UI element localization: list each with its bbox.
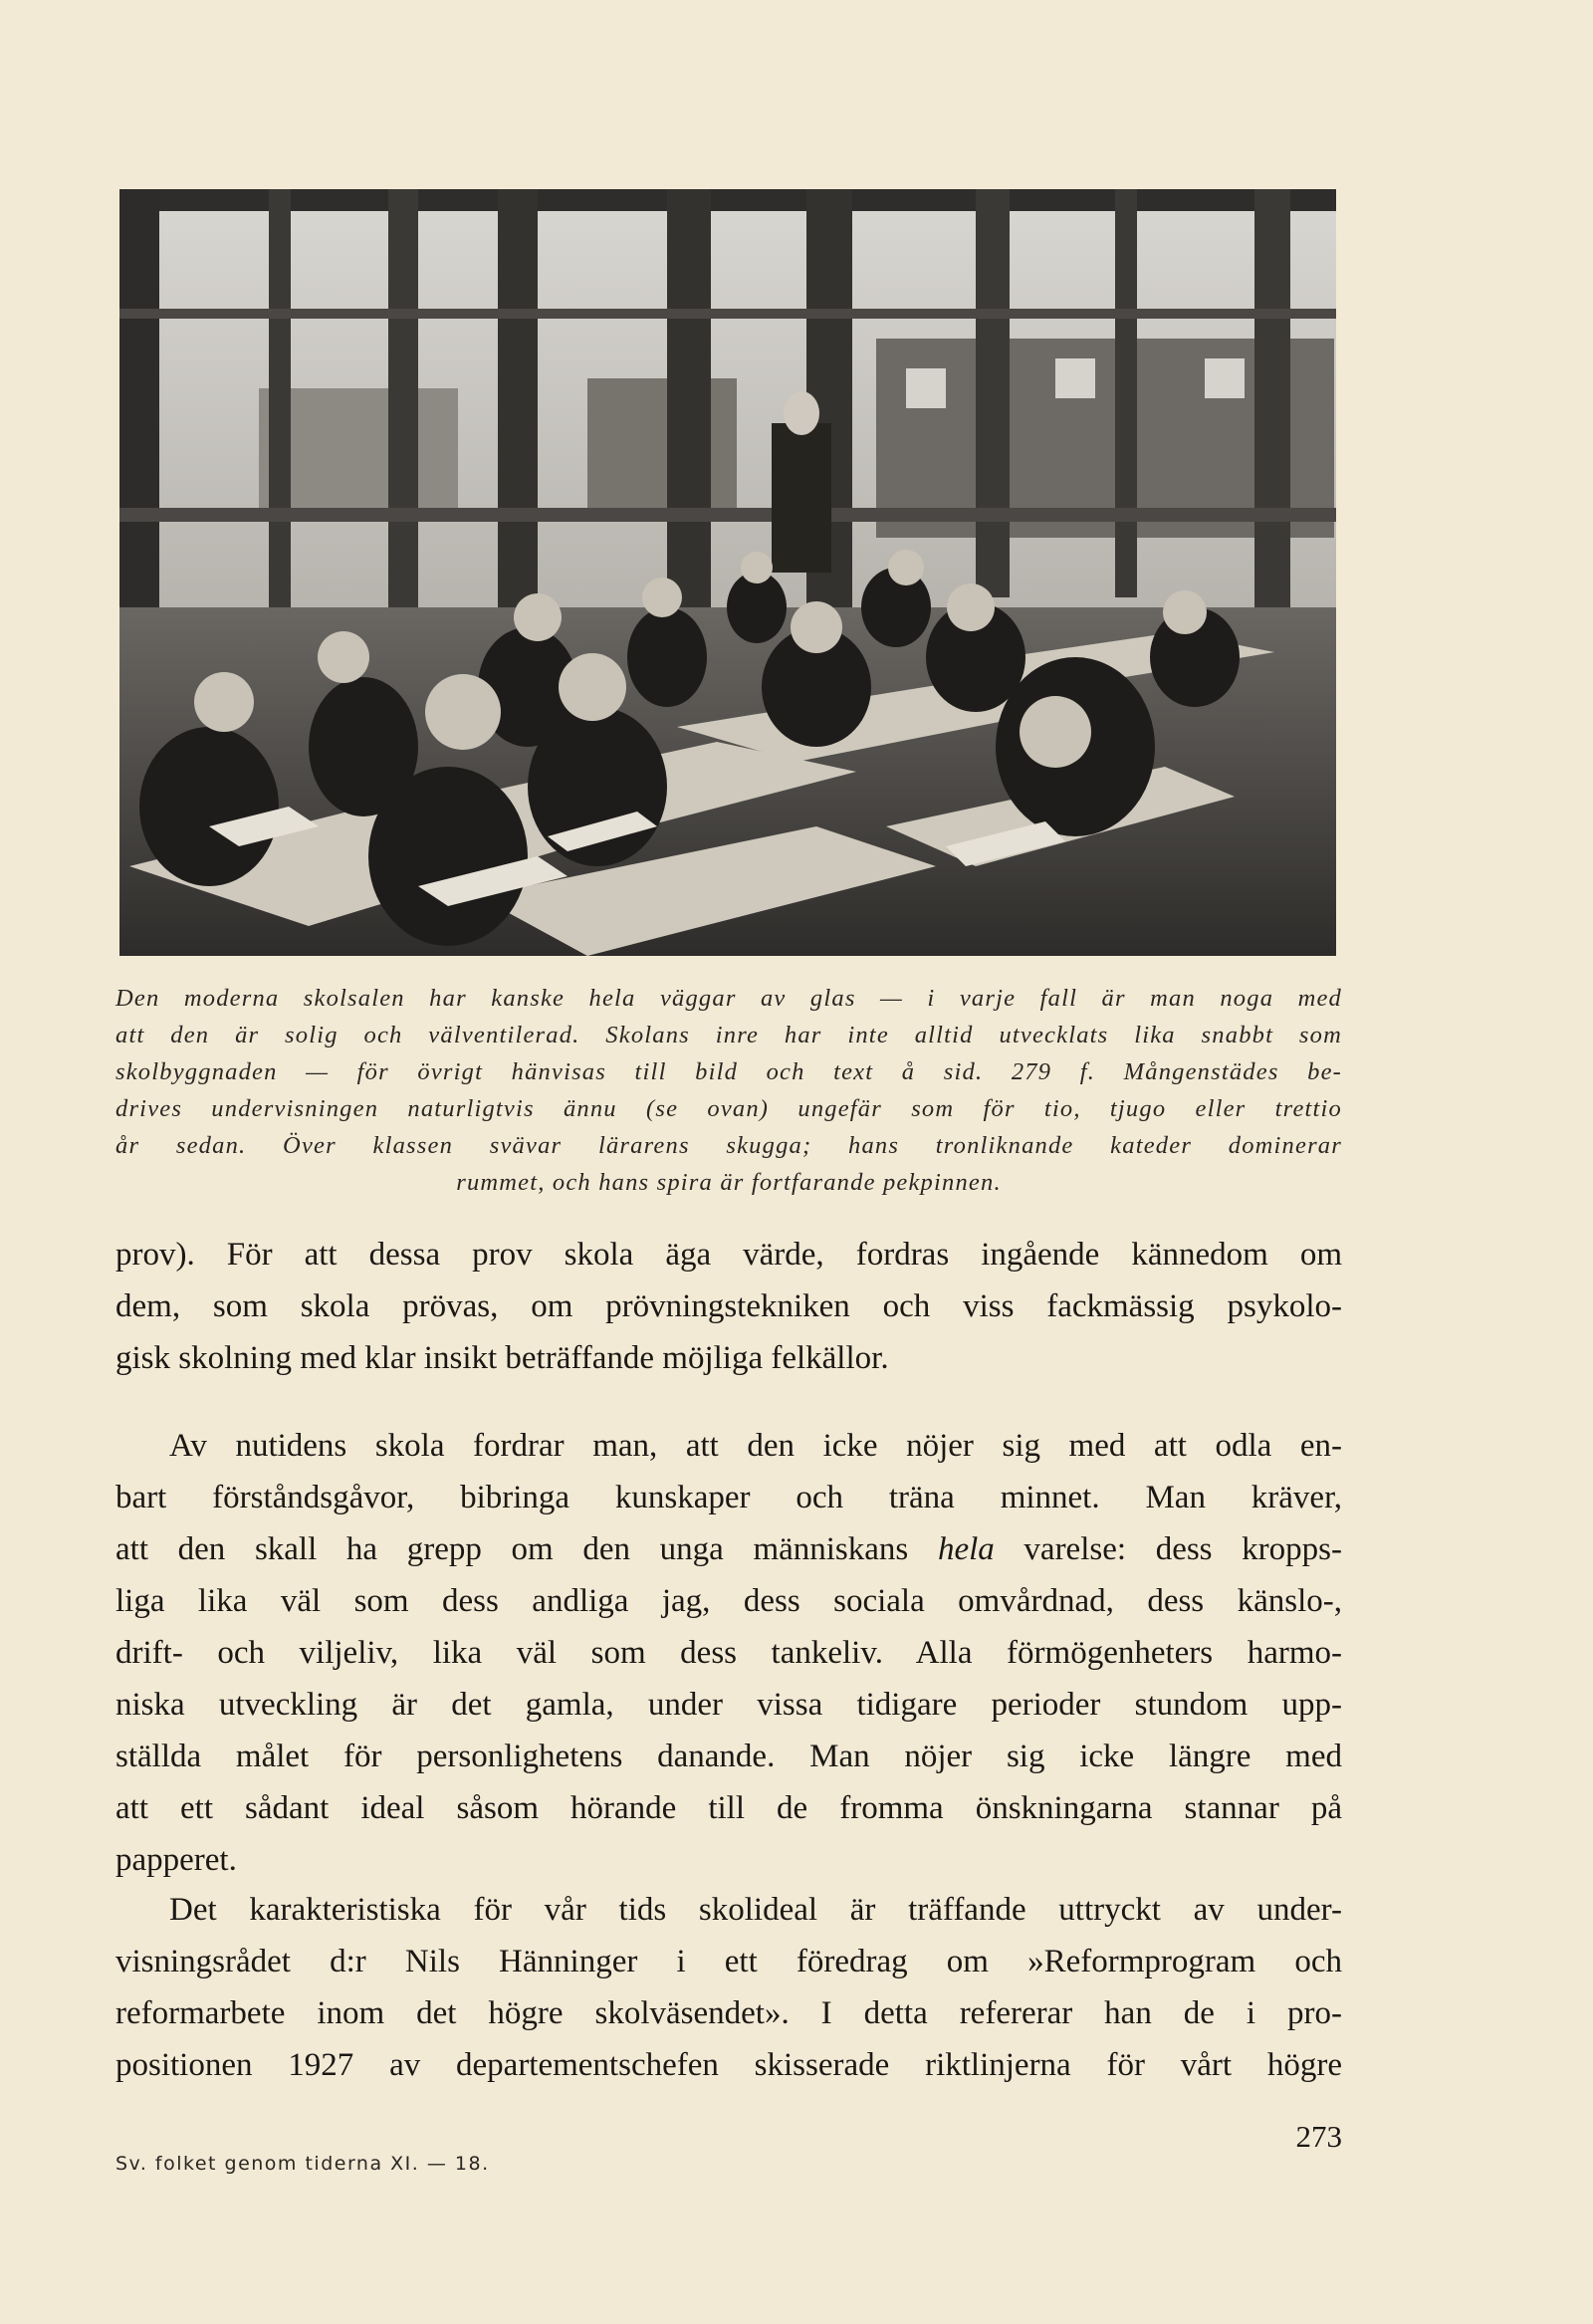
paragraph-2 (115, 1420, 1342, 1886)
text-span: att den skall ha grepp om den unga människans (115, 1531, 938, 1567)
text-line: niska utveckling är det gamla, under vissa tidigare perioder stundom upp- (115, 1687, 1342, 1723)
text-line: Av nutidens skola fordrar man, att den icke nöjer sig med att odla en- (169, 1428, 1342, 1464)
classroom-photo (119, 189, 1336, 956)
text-line (115, 1523, 1342, 1575)
caption-line: Den moderna skolsalen har kanske hela väggar av glas — i varje fall är man noga med (115, 985, 1342, 1012)
text-line: prov). För att dessa prov skola äga värde, fordras ingående kännedom om (115, 1237, 1342, 1273)
text-line: ställda målet för personlighetens danande. Man nöjer sig icke längre med (115, 1739, 1342, 1774)
text-line: dem, som skola prövas, om prövningstekniken och viss fackmässig psykolo- (115, 1288, 1342, 1324)
text-line: gisk skolning med klar insikt beträffande möjliga felkällor. (115, 1340, 889, 1376)
text-line: reformarbete inom det högre skolväsendet». I detta refererar han de i pro- (115, 1995, 1342, 2031)
paragraph-1 (115, 1229, 1342, 1384)
text-line: att ett sådant ideal såsom hörande till de fromma önskningarna stannar på (115, 1790, 1342, 1826)
caption-line: att den är solig och välventilerad. Skolans inre har inte alltid utvecklats lika snabbt som (115, 1022, 1342, 1048)
text-line: Det karakteristiska för vår tids skolideal är träffande uttryckt av under- (169, 1892, 1342, 1928)
photo-caption (115, 980, 1342, 1201)
page-number: 273 (1295, 2119, 1342, 2154)
caption-line: rummet, och hans spira är fortfarande pekpinnen. (456, 1169, 1002, 1196)
caption-line: skolbyggnaden — för övrigt hänvisas till bild och text å sid. 279 f. Mångenstädes be- (115, 1058, 1342, 1085)
text-line: papperet. (115, 1842, 237, 1878)
paragraph-3 (115, 1884, 1342, 2091)
text-line: positionen 1927 av departementschefen skisserade riktlinjerna för vårt högre (115, 2047, 1342, 2083)
text-line: bart förståndsgåvor, bibringa kunskaper och träna minnet. Man kräver, (115, 1480, 1342, 1515)
caption-line: drives undervisningen naturligtvis ännu (se ovan) ungefär som för tio, tjugo eller trettio (115, 1095, 1342, 1122)
text-span: varelse: dess kropps- (994, 1531, 1342, 1567)
classroom-photo-icon (119, 189, 1336, 956)
text-line: drift- och viljeliv, lika väl som dess tankeliv. Alla förmögenheters harmo- (115, 1635, 1342, 1671)
text-line: liga lika väl som dess andliga jag, dess sociala omvårdnad, dess känslo-, (115, 1583, 1342, 1619)
text-line: visningsrådet d:r Nils Hänninger i ett föredrag om »Reformprogram och (115, 1944, 1342, 1979)
signature-mark: Sv. folket genom tiderna XI. — 18. (115, 2153, 490, 2175)
emphasis-hela: hela (937, 1531, 995, 1567)
caption-line: år sedan. Över klassen svävar lärarens skugga; hans tronliknande kateder dominerar (115, 1132, 1342, 1159)
